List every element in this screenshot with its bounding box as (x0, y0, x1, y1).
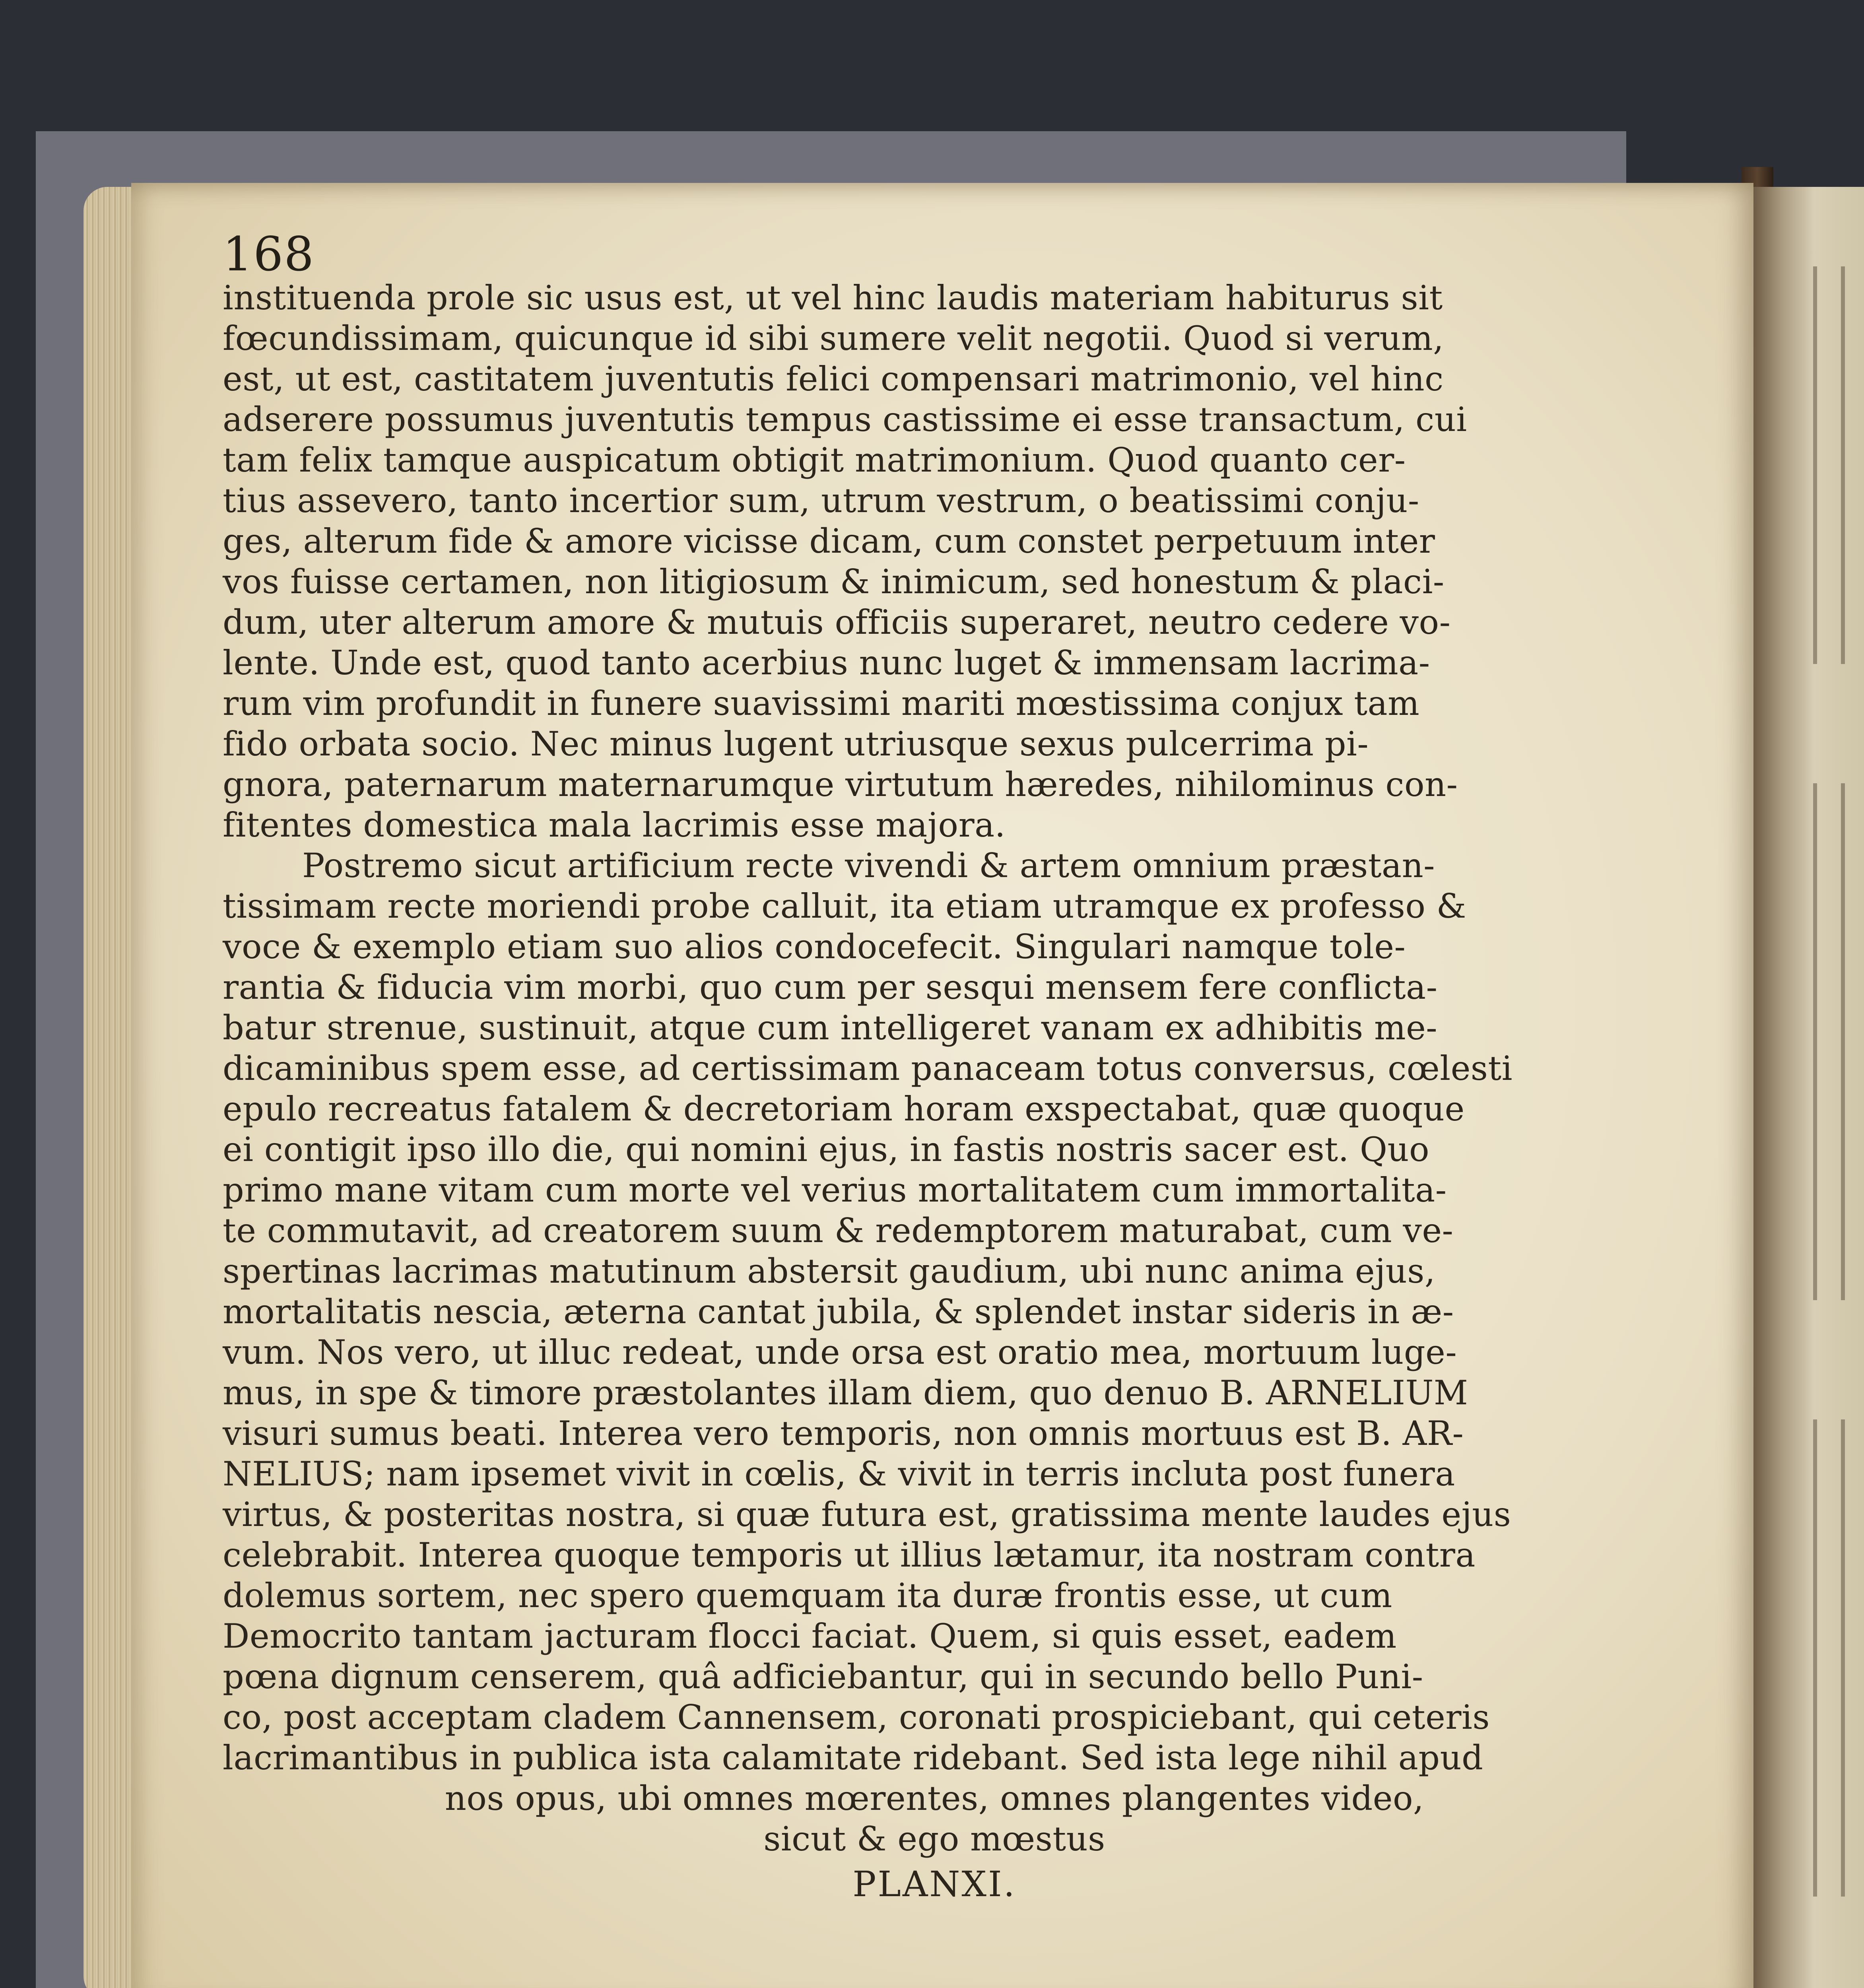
text-line: tius assevero, tanto incertior sum, utrum vestrum, o beatissimi conju- (223, 481, 1419, 520)
text-line: batur strenue, sustinuit, atque cum intelligeret vanam ex adhibitis me- (223, 1008, 1438, 1047)
text-line: dum, uter alterum amore & mutuis officiis superaret, neutro cedere vo- (223, 603, 1451, 642)
text-line: visuri sumus beati. Interea vero temporis, non omnis mortuus est B. AR- (223, 1414, 1464, 1453)
text-line: tam felix tamque auspicatum obtigit matrimonium. Quod quanto cer- (223, 441, 1406, 480)
text-line: spertinas lacrimas matutinum abstersit gaudium, ubi nunc anima ejus, (223, 1252, 1436, 1291)
border-ornament (1813, 783, 1845, 1300)
text-line: tissimam recte moriendi probe calluit, ita etiam utramque ex professo & (223, 887, 1466, 926)
text-line: adserere possumus juventutis tempus castissime ei esse transactum, cui (223, 400, 1467, 439)
text-line: lacrimantibus in publica ista calamitate ridebant. Sed ista lege nihil apud (223, 1738, 1483, 1777)
paragraph-1 (223, 278, 1646, 845)
text-line: gnora, paternarum maternarumque virtutum hæredes, nihilominus con- (223, 765, 1458, 804)
facing-page-edge (1753, 187, 1864, 1988)
text-line: dicaminibus spem esse, ad certissimam panaceam totus conversus, cœlesti (223, 1049, 1513, 1088)
text-line: ei contigit ipso illo die, qui nomini ejus, in fastis nostris sacer est. Quo (223, 1130, 1430, 1169)
text-line: rum vim profundit in funere suavissimi mariti mœstissima conjux tam (223, 684, 1420, 723)
text-line: fœcundissimam, quicunque id sibi sumere velit negotii. Quod si verum, (223, 319, 1444, 358)
text-line: Democrito tantam jacturam flocci faciat. Quem, si quis esset, eadem (223, 1617, 1397, 1656)
text-line: ges, alterum fide & amore vicisse dicam, cum constet perpetuum inter (223, 522, 1435, 561)
text-line: celebrabit. Interea quoque temporis ut illius lætamur, ita nostram contra (223, 1536, 1476, 1574)
text-line: co, post acceptam cladem Cannensem, coronati prospiciebant, qui ceteris (223, 1698, 1490, 1737)
text-line: lente. Unde est, quod tanto acerbius nunc luget & immensam lacrima- (223, 643, 1430, 682)
text-line: fitentes domestica mala lacrimis esse majora. (223, 806, 1006, 845)
text-line: est, ut est, castitatem juventutis felici compensari matrimonio, vel hinc (223, 359, 1444, 398)
text-line: virtus, & posteritas nostra, si quæ futura est, gratissima mente laudes ejus (223, 1495, 1511, 1534)
text-line: te commutavit, ad creatorem suum & redemptorem maturabat, cum ve- (223, 1211, 1454, 1250)
text-line: epulo recreatus fatalem & decretoriam horam exspectabat, quæ quoque (223, 1089, 1465, 1128)
text-line: rantia & fiducia vim morbi, quo cum per sesqui mensem fere conflicta- (223, 968, 1438, 1007)
border-ornament (1813, 266, 1845, 664)
paragraph-2 (223, 845, 1646, 1859)
text-line: dolemus sortem, nec spero quemquam ita duræ frontis esse, ut cum (223, 1576, 1392, 1615)
page-number: 168 (223, 227, 315, 282)
closing-word: PLANXI. (852, 1864, 1016, 1905)
text-line: sicut & ego mœstus (763, 1819, 1105, 1858)
text-line: nos opus, ubi omnes mœrentes, omnes plangentes video, (445, 1779, 1424, 1818)
text-line: primo mane vitam cum morte vel verius mortalitatem cum immortalita- (223, 1171, 1447, 1209)
text-line: mortalitatis nescia, æterna cantat jubila, & splendet instar sideris in æ- (223, 1292, 1454, 1331)
border-ornament (1813, 1419, 1845, 1897)
page-text (223, 227, 1646, 1906)
text-line: pœna dignum censerem, quâ adficiebantur, qui in secundo bello Puni- (223, 1657, 1423, 1696)
text-line: NELIUS; nam ipsemet vivit in cœlis, & vivit in terris incluta post funera (223, 1454, 1455, 1493)
text-line: mus, in spe & timore præstolantes illam diem, quo denuo B. ARNELIUM (223, 1373, 1468, 1412)
text-line: voce & exemplo etiam suo alios condocefecit. Singulari namque tole- (223, 927, 1406, 966)
text-line: fido orbata socio. Nec minus lugent utriusque sexus pulcerrima pi- (223, 724, 1369, 763)
text-line: Postremo sicut artificium recte vivendi & artem omnium præstan- (302, 846, 1435, 885)
text-line: vum. Nos vero, ut illuc redeat, unde orsa est oratio mea, mortuum luge- (223, 1333, 1457, 1372)
text-line: vos fuisse certamen, non litigiosum & inimicum, sed honestum & placi- (223, 562, 1445, 601)
text-line: instituenda prole sic usus est, ut vel hinc laudis materiam habiturus sit (223, 278, 1443, 317)
